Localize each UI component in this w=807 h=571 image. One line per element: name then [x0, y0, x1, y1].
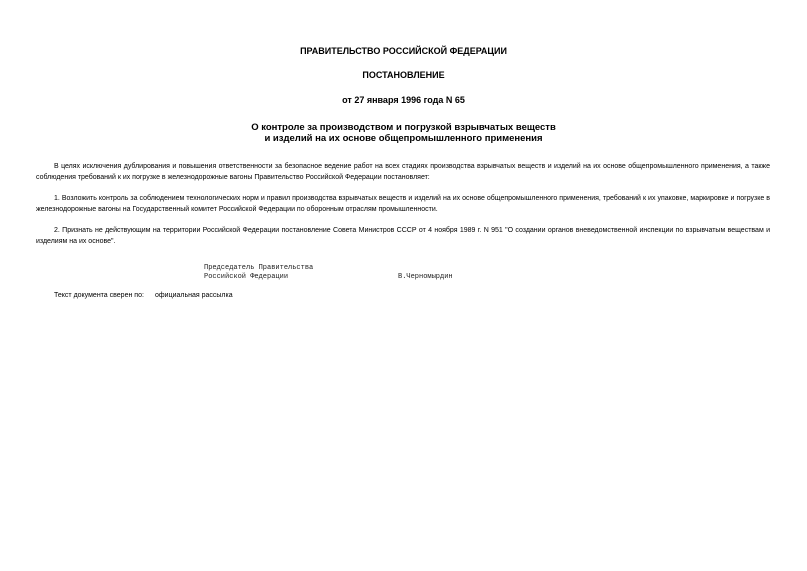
- verification-label: Текст документа сверен по:: [54, 292, 144, 299]
- document-date-number: от 27 января 1996 года N 65: [342, 95, 465, 105]
- signatory-name: В.Черномырдин: [398, 273, 453, 281]
- verification-note: [54, 291, 233, 300]
- signatory-position-line-1: Председатель Правительства: [204, 264, 314, 272]
- document-title-line-1: О контроле за производством и погрузкой взрывчатых веществ: [251, 122, 556, 133]
- verification-source: официальная рассылка: [155, 292, 233, 299]
- item-2-paragraph: 2. Признать не действующим на территории Российской Федерации постановление Совета Министров СССР от 4 ноября 1989 г. N 951 "О создании органов вневедомственной инспекции по взрывчатым веществам и изделиям на их основе".: [36, 227, 770, 245]
- item-1-paragraph: 1. Возложить контроль за соблюдением технологических норм и правил производства взрывчатых веществ и изделий на их основе общепромышленного применения, требований к их упаковке, маркировке и погрузке в железнодорожные вагоны на Государственный комитет Российской Федерации по оборонным отраслям промышленности.: [36, 195, 770, 213]
- signatory-position-line-2: Российской Федерации: [204, 273, 289, 281]
- document-title: [0, 122, 807, 144]
- document-type: ПОСТАНОВЛЕНИЕ: [362, 70, 445, 80]
- preamble-paragraph: В целях исключения дублирования и повышения ответственности за безопасное ведение работ на всех стадиях производства взрывчатых веществ и изделий на их основе общепромышленного применения, а также соблюдения требований к их погрузке в железнодорожные вагоны Правительство Российской Федерации постановляет:: [36, 163, 770, 181]
- document-title-line-2: и изделий на их основе общепромышленного применения: [264, 133, 543, 144]
- issuing-authority: ПРАВИТЕЛЬСТВО РОССИЙСКОЙ ФЕДЕРАЦИИ: [300, 46, 507, 56]
